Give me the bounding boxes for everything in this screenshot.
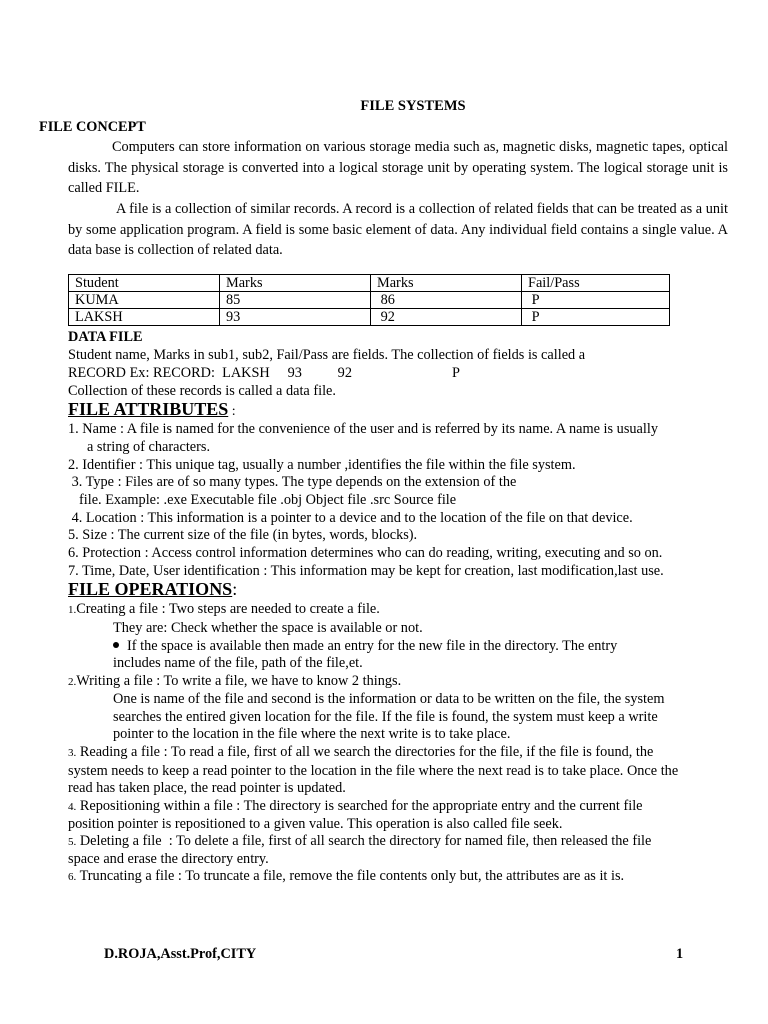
concept-paragraph-1-text: Computers can store information on various storage media such as, magnetic disks, magnetic tapes, optical disks. The physical storage is converted into a logical storage unit by operating system. The logical storage unit is called FILE. bbox=[68, 139, 728, 196]
footer-page-number: 1 bbox=[676, 946, 684, 962]
section-heading-file-attributes bbox=[68, 400, 236, 421]
concept-paragraph-2-text: A file is a collection of similar records. A record is a collection of related fields that can be treated as a unit by some application program. A field is some basic element of data. Any individual field contains a single value. A data base is collection of related data. bbox=[68, 201, 728, 258]
table-cell: 92 bbox=[371, 309, 522, 326]
operation-item-read bbox=[68, 743, 653, 762]
table-cell: LAKSH bbox=[69, 309, 220, 326]
table-cell: 85 bbox=[220, 292, 371, 309]
data-file-line: Collection of these records is called a data file. bbox=[68, 383, 336, 399]
operation-detail: includes name of the file, path of the file,et. bbox=[113, 655, 363, 671]
data-file-line: Student name, Marks in sub1, sub2, Fail/Pass are fields. The collection of fields is called a bbox=[68, 347, 586, 363]
file-operations-colon: : bbox=[232, 579, 238, 599]
operation-item-truncate bbox=[68, 867, 624, 886]
operation-detail: position pointer is repositioned to a given value. This operation is also called file seek. bbox=[68, 816, 563, 832]
operation-item-delete bbox=[68, 832, 651, 851]
table-cell: P bbox=[522, 292, 670, 309]
operation-number: 5. bbox=[68, 836, 77, 848]
operation-number: 2. bbox=[68, 676, 77, 688]
table-cell: P bbox=[522, 309, 670, 326]
operation-detail: If the space is available then made an entry for the new file in the directory. The entry bbox=[127, 638, 618, 654]
attribute-line: 6. Protection : Access control information determines who can do reading, writing, executing and so on. bbox=[68, 545, 663, 561]
operation-text: Repositioning within a file : The directory is searched for the appropriate entry and the current file bbox=[76, 798, 643, 814]
attribute-line: 5. Size : The current size of the file (in bytes, words, blocks). bbox=[68, 527, 418, 543]
file-attributes-title: FILE ATTRIBUTES bbox=[68, 399, 229, 419]
page-title: FILE SYSTEMS bbox=[360, 98, 466, 114]
operation-detail: searches the entired given location for the file. If the file is found, the system must keep a write bbox=[113, 709, 658, 725]
operation-text: Truncating a file : To truncate a file, remove the file contents only but, the attributes are as it is. bbox=[76, 868, 625, 884]
section-heading-file-concept: FILE CONCEPT bbox=[39, 119, 146, 135]
operation-detail: They are: Check whether the space is available or not. bbox=[113, 620, 423, 636]
operation-number: 1. bbox=[68, 604, 77, 616]
operation-item-create bbox=[68, 600, 380, 619]
operation-item-reposition bbox=[68, 797, 643, 816]
operation-bullet bbox=[113, 637, 617, 655]
operation-text: Deleting a file : To delete a file, first of all search the directory for named file, then released the file bbox=[76, 833, 652, 849]
bullet-icon bbox=[113, 642, 119, 648]
table-cell: KUMA bbox=[69, 292, 220, 309]
section-heading-data-file: DATA FILE bbox=[68, 329, 143, 345]
operation-detail: One is name of the file and second is the information or data to be written on the file, the system bbox=[113, 691, 665, 707]
table-header-cell: Marks bbox=[371, 275, 522, 292]
operation-number: 4. bbox=[68, 801, 77, 813]
table-header-cell: Fail/Pass bbox=[522, 275, 670, 292]
file-attributes-colon: : bbox=[228, 404, 236, 419]
attribute-line: 4. Location : This information is a pointer to a device and to the location of the file on that device. bbox=[68, 510, 633, 526]
table-cell: 93 bbox=[220, 309, 371, 326]
file-operations-title: FILE OPERATIONS bbox=[68, 579, 233, 599]
operation-detail: pointer to the location in the file where the next write is to take place. bbox=[113, 726, 511, 742]
operation-text: Creating a file : Two steps are needed to create a file. bbox=[76, 601, 380, 617]
attribute-line: 7. Time, Date, User identification : This information may be kept for creation, last modification,last use. bbox=[68, 563, 664, 579]
attribute-line: 1. Name : A file is named for the convenience of the user and is referred by its name. A name is usually bbox=[68, 421, 658, 437]
concept-paragraph-1 bbox=[68, 137, 728, 199]
attribute-line: file. Example: .exe Executable file .obj Object file .src Source file bbox=[79, 492, 457, 508]
footer-author: D.ROJA,Asst.Prof,CITY bbox=[104, 946, 257, 962]
attribute-line: a string of characters. bbox=[87, 439, 211, 455]
operation-detail: system needs to keep a read pointer to the location in the file where the next read is to take place. Once the bbox=[68, 763, 679, 779]
section-heading-file-operations bbox=[68, 580, 237, 598]
operation-number: 6. bbox=[68, 871, 77, 883]
operation-number: 3. bbox=[68, 747, 77, 759]
table-header-row bbox=[69, 275, 670, 292]
attribute-line: 3. Type : Files are of so many types. The type depends on the extension of the bbox=[68, 474, 517, 490]
operation-text: Reading a file : To read a file, first of all we search the directories for the file, if the file is found, the bbox=[76, 744, 654, 760]
table-cell: 86 bbox=[371, 292, 522, 309]
operation-detail: read has taken place, the read pointer is updated. bbox=[68, 780, 346, 796]
attribute-line: 2. Identifier : This unique tag, usually a number ,identifies the file within the file system. bbox=[68, 457, 576, 473]
operation-text: Writing a file : To write a file, we have to know 2 things. bbox=[76, 673, 402, 689]
concept-paragraph-2 bbox=[68, 199, 728, 261]
data-file-line: RECORD Ex: RECORD: LAKSH 93 92 P bbox=[68, 365, 460, 381]
operation-detail: space and erase the directory entry. bbox=[68, 851, 269, 867]
student-marks-table bbox=[68, 274, 670, 326]
table-header-cell: Marks bbox=[220, 275, 371, 292]
table-row bbox=[69, 309, 670, 326]
table-header-cell: Student bbox=[69, 275, 220, 292]
table-row bbox=[69, 292, 670, 309]
operation-item-write bbox=[68, 672, 401, 691]
